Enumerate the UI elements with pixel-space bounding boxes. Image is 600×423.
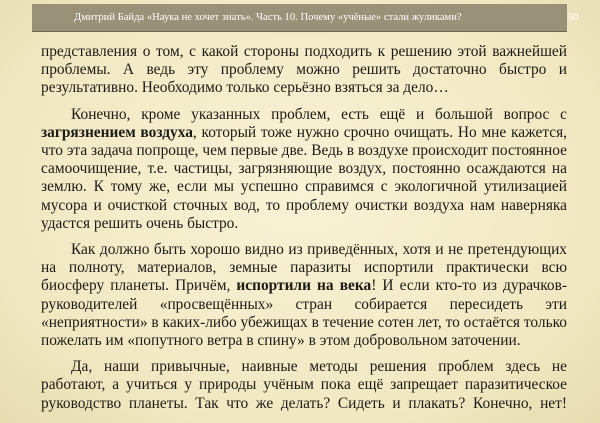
text-line: Как должно быть хорошо видно из приведённых, хотя и не претендующих <box>71 241 567 259</box>
text-line: руководителей «просвещённых» стран собирается пересидеть эти <box>41 295 567 313</box>
text-line: руководство планеты. Так что же делать? Сидеть и плакать? Конечно, нет! <box>41 394 567 412</box>
text-line: Да, наши привычные, наивные методы решения проблем здесь не <box>71 358 567 376</box>
text-line: на полноту, материалов, земные паразиты испортили практически всю <box>41 259 567 277</box>
text-line: результативно. Необходимо только серьёзно взяться за дело… <box>41 79 449 97</box>
paragraph-3 <box>41 241 567 350</box>
text-line: работают, а учиться у природы учёным пока ещё запрещает паразитическое <box>41 376 567 394</box>
paragraph-4 <box>41 358 567 413</box>
bold-phrase-ruined-for-ages: испортили на века <box>236 277 372 295</box>
page-number: 50 <box>568 12 579 23</box>
text-line: мусора и очисткой сточных вод, то проблему очистки воздуха нам наверняка <box>41 196 567 214</box>
text-line: биосферу планеты. Причём, испортили на века! И если кто-то из дурачков- <box>41 277 567 295</box>
header-title: Дмитрий Байда «Наука не хочет знать». Часть 10. Почему «учёные» стали жуликами? <box>74 12 462 23</box>
text-line: самоочищение, т.е. частицы, загрязняющие воздух, постоянно осаждаются на <box>41 160 567 178</box>
paragraph-2 <box>41 106 567 233</box>
text-line: пожелать им «попутного ветра в спину» в этом добровольном заточении. <box>41 332 521 350</box>
text-line: что эта задача попроще, чем первые две. Ведь в воздухе происходит постоянное <box>41 142 567 160</box>
body-text <box>41 43 567 421</box>
text-line: представления о том, с какой стороны подходить к решению этой важнейшей <box>41 43 567 60</box>
text-line: загрязнением воздуха, который тоже нужно срочно очищать. Но мне кажется, <box>41 123 567 141</box>
page-header <box>32 4 579 31</box>
paragraph-1 <box>41 43 567 98</box>
bold-phrase-air-pollution: загрязнением воздуха <box>41 123 193 141</box>
text-line: удастся решить очень быстро. <box>41 214 239 232</box>
text-line: землю. К тому же, если мы успешно справимся с экологичной утилизацией <box>41 178 567 196</box>
text-line: «неприятности» в каких-либо убежищах в течение сотен лет, то остаётся только <box>41 313 567 331</box>
text-line: проблемы. А ведь эту проблему можно решить достаточно быстро и <box>41 61 567 79</box>
text-line: Конечно, кроме указанных проблем, есть ещё и большой вопрос с <box>71 105 567 123</box>
